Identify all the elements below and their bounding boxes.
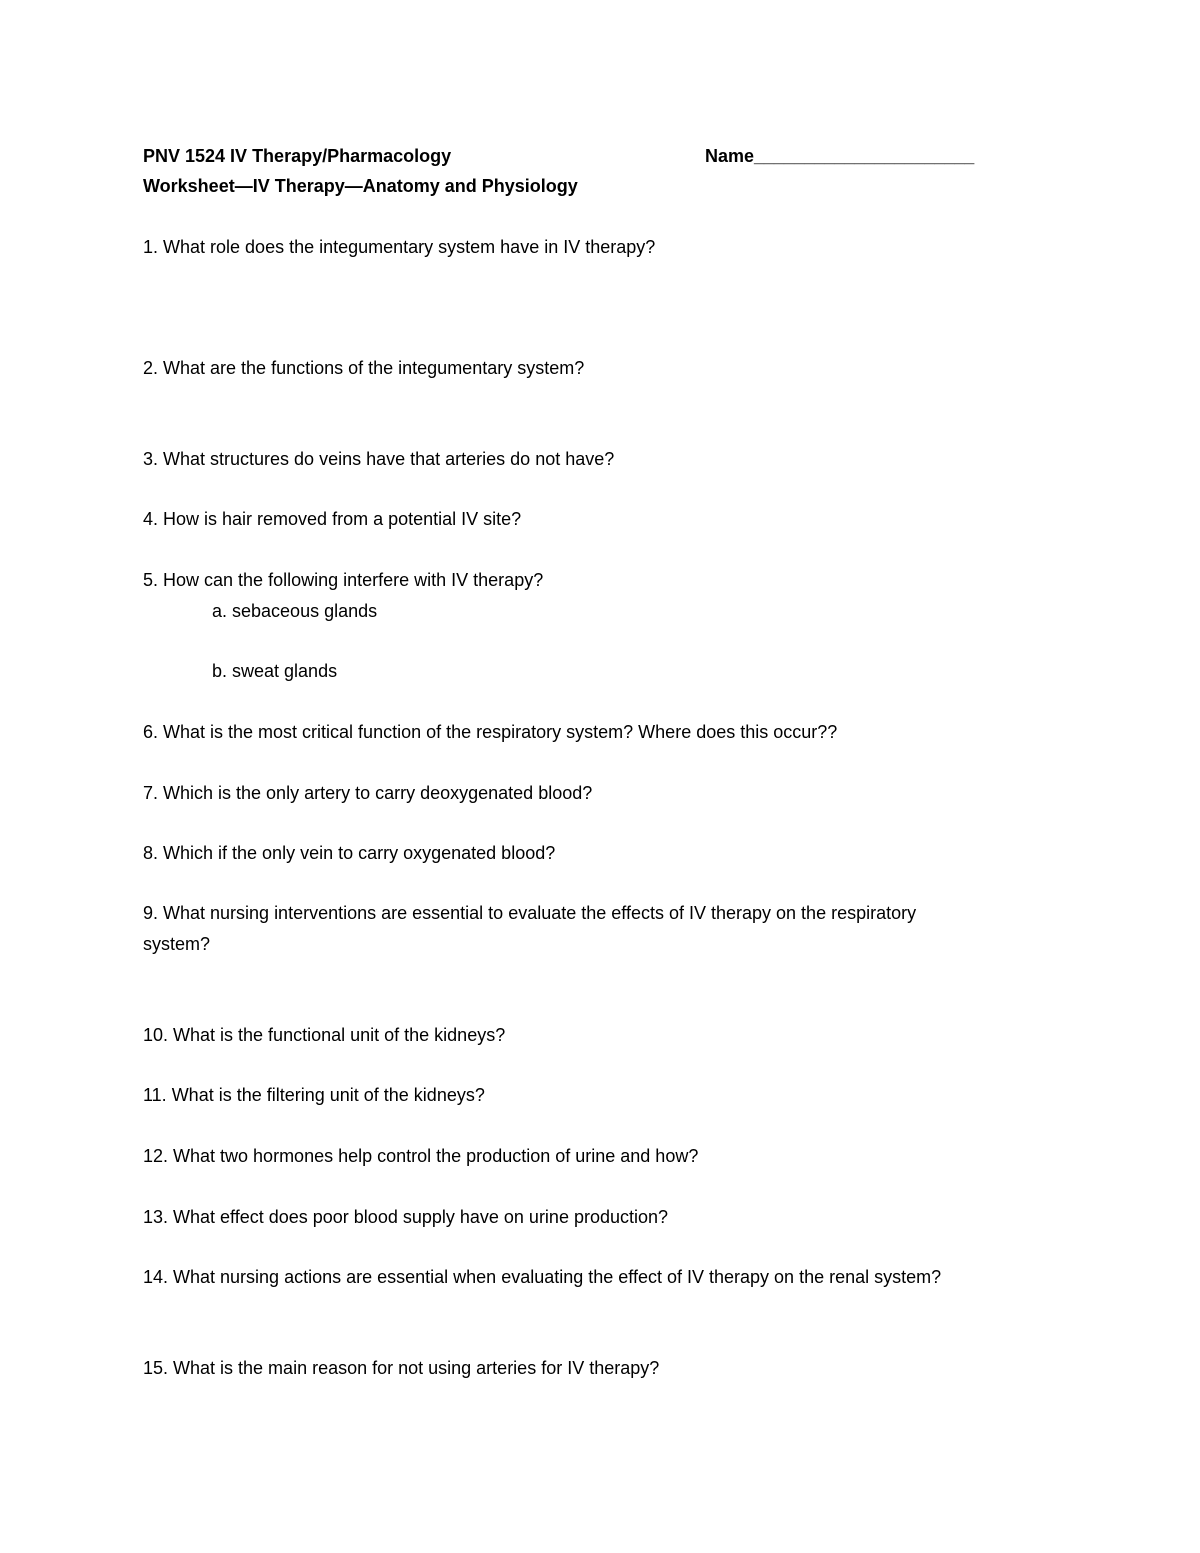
question-9-line-2: system? xyxy=(143,934,211,954)
question-14: 14. What nursing actions are essential when evaluating the effect of IV therapy on the renal system? xyxy=(143,1267,942,1287)
question-12: 12. What two hormones help control the production of urine and how? xyxy=(143,1146,699,1166)
question-13: 13. What effect does poor blood supply have on urine production? xyxy=(143,1207,669,1227)
question-8: 8. Which if the only vein to carry oxygenated blood? xyxy=(143,843,556,863)
question-3: 3. What structures do veins have that arteries do not have? xyxy=(143,449,615,469)
question-6: 6. What is the most critical function of the respiratory system? Where does this occur?? xyxy=(143,722,838,742)
question-5b: b. sweat glands xyxy=(212,661,338,681)
question-15: 15. What is the main reason for not using arteries for IV therapy? xyxy=(143,1358,660,1378)
question-4: 4. How is hair removed from a potential IV site? xyxy=(143,509,522,529)
question-5a: a. sebaceous glands xyxy=(212,601,378,621)
question-7: 7. Which is the only artery to carry deoxygenated blood? xyxy=(143,783,593,803)
question-10: 10. What is the functional unit of the kidneys? xyxy=(143,1025,506,1045)
question-5: 5. How can the following interfere with IV therapy? xyxy=(143,570,544,590)
question-1: 1. What role does the integumentary system have in IV therapy? xyxy=(143,237,656,257)
worksheet-title: Worksheet—IV Therapy—Anatomy and Physiology xyxy=(143,176,578,196)
question-2: 2. What are the functions of the integumentary system? xyxy=(143,358,585,378)
course-title: PNV 1524 IV Therapy/Pharmacology xyxy=(143,146,452,166)
question-9-line-1: 9. What nursing interventions are essential to evaluate the effects of IV therapy on the respiratory xyxy=(143,903,917,923)
name-field: Name______________________ xyxy=(705,146,975,166)
question-11: 11. What is the filtering unit of the kidneys? xyxy=(143,1085,485,1105)
